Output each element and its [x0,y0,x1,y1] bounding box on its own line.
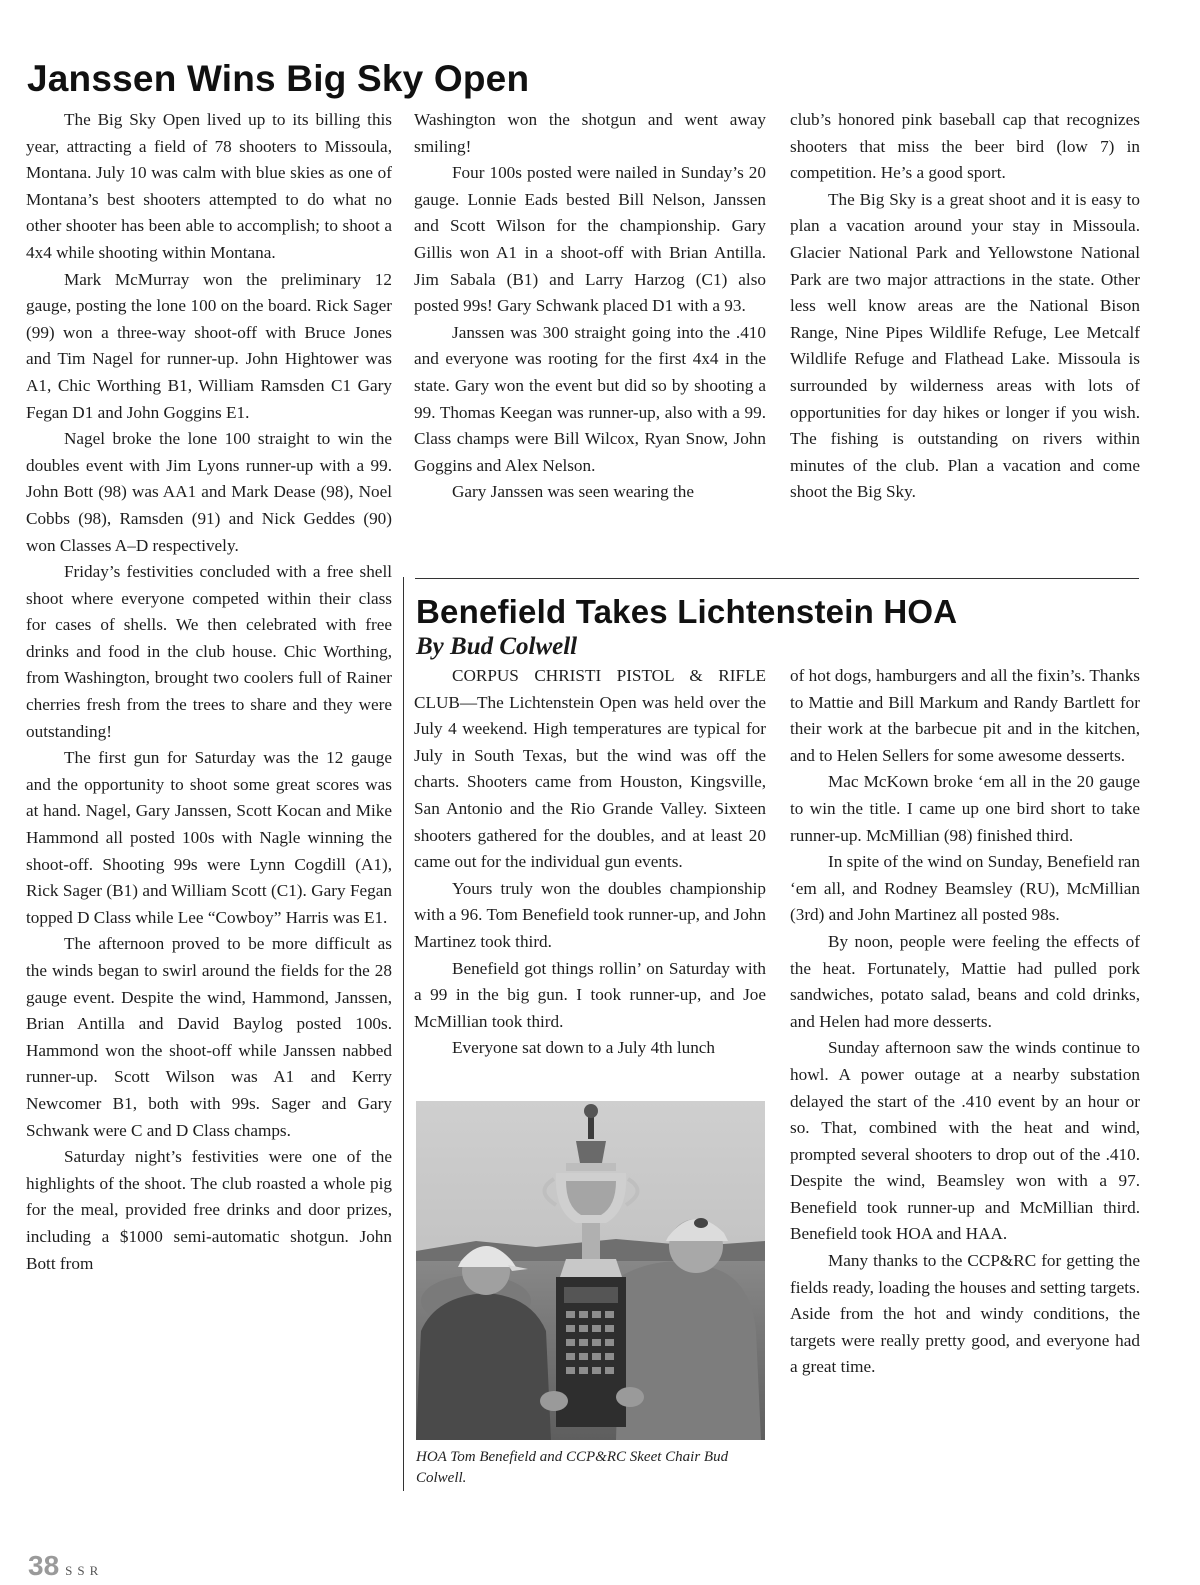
paragraph: Nagel broke the lone 100 straight to win the doubles event with Jim Lyons runner-up with a 99. John Bott (98) was AA1 and Mark Dease (98), Noel Cobbs (98), Ramsden (91) and Nick Geddes (90) won Classes A–D respectively. [26,429,392,555]
paragraph: Friday’s festivities concluded with a free shell shoot where everyone competed within their class for cases of shells. We then celebrated with free drinks and food in the club house. Chic Worthing, from Washington, brought two coolers full of Rainer cherries fresh from the trees to share and they were outstanding! [26,562,392,741]
paragraph: Yours truly won the doubles championship with a 96. Tom Benefield took runner-up, and John Martinez took third. [414,878,766,951]
article-divider [415,578,1139,579]
paragraph: Gary Janssen was seen wearing the [452,482,694,502]
paragraph: The Big Sky Open lived up to its billing this year, attracting a field of 78 shooters to Missoula, Montana. July 10 was calm with blue skies as one of Montana’s best shooters attempted to do what no other shooter has been able to accomplish; to shoot a 4x4 while shooting within Montana. [26,110,392,262]
paragraph: The Big Sky is a great shoot and it is easy to plan a vacation around your stay in Missoula. Glacier National Park and Yellowstone National Park are two major attractions in the state. Other less well know areas are the National Bison Range, Nine Pipes Wildlife Refuge, Lee Metcalf Wildlife Refuge and Flathead Lake. Missoula is surrounded by wilderness areas with lots of opportunities for day hikes or longer if you wish. The fishing is outstanding on rivers within minutes of the club. Plan a vacation and come shoot the Big Sky. [790,189,1140,502]
article-2-column-1 [414,663,766,1062]
paragraph: Saturday night’s festivities were one of the highlights of the shoot. The club roasted a whole pig for the meal, provided free drinks and door prizes, including a $1000 semi-automatic shotgun. John Bott from [26,1147,392,1273]
paragraph-continuation: Washington won the shotgun and went away smiling! [414,110,766,156]
byline: By Bud Colwell [416,633,578,660]
paragraph: Four 100s posted were nailed in Sunday’s 20 gauge. Lonnie Eads bested Bill Nelson, Janssen and Scott Wilson for the championship. Gary Gillis won A1 in a shoot-off with Brian Antilla. Jim Sabala (B1) and Larry Harzog (C1) also posted 99s! Gary Schwank placed D1 with a 93. [414,163,766,316]
paragraph: Everyone sat down to a July 4th lunch [452,1038,716,1058]
paragraph: The first gun for Saturday was the 12 gauge and the opportunity to shoot some great scores was at hand. Nagel, Gary Janssen, Scott Kocan and Mike Hammond all posted 100s with Nagle winning the shoot-off. Shooting 99s were Lynn Cogdill (A1), Rick Sager (B1) and William Scott (C1). Gary Fegan topped D Class while Lee “Cowboy” Harris was E1. [26,748,392,927]
paragraph: Mac McKown broke ‘em all in the 20 gauge to win the title. I came up one bird short to take runner-up. McMillian (98) finished third. [790,772,1140,845]
article-1-column-1 [26,107,392,1277]
column-divider [403,577,404,1491]
paragraph: Benefield got things rollin’ on Saturday with a 99 in the big gun. I took runner-up, and Joe McMillian took third. [414,958,766,1031]
paragraph: Janssen was 300 straight going into the .410 and everyone was rooting for the first 4x4 in the state. Gary won the event but did so by shooting a 99. Thomas Keegan was runner-up, also with a 99. Class champs were Bill Wilcox, Ryan Snow, John Goggins and Alex Nelson. [414,322,766,475]
paragraph-continuation: club’s honored pink baseball cap that recognizes shooters that miss the beer bird (low 7) in competition. He’s a good sport. [790,110,1140,183]
paragraph: Sunday afternoon saw the winds continue to howl. A power outage at a nearby substation delayed the start of the .410 event by an hour or so. That, combined with the heat and wind, prompted several shooters to drop out of the .410. Despite the wind, Beamsley won with a 97. Benefield took runner-up and McMillian third. Benefield took HOA and HAA. [790,1038,1140,1244]
trophy-photo [416,1101,765,1440]
publication-name: SSR [65,1563,104,1578]
article-2-headline: Benefield Takes Lichtenstein HOA [416,593,958,630]
article-1-headline: Janssen Wins Big Sky Open [27,58,530,99]
page-footer [28,1550,103,1582]
article-1-column-3 [790,107,1140,506]
page-number: 38 [28,1550,60,1581]
paragraph-continuation: of hot dogs, hamburgers and all the fixin’s. Thanks to Mattie and Bill Markum and Randy Bartlett for their work at the barbecue pit and in the kitchen, and to Helen Sellers for some awesome desserts. [790,666,1140,765]
paragraph: In spite of the wind on Sunday, Benefield ran ‘em all, and Rodney Beamsley (RU), McMillian (3rd) and John Martinez all posted 98s. [790,852,1140,925]
paragraph: CORPUS CHRISTI PISTOL & RIFLE CLUB—The Lichtenstein Open was held over the July 4 weekend. High temperatures are typical for July in South Texas, but the wind was off the charts. Shooters came from Houston, Kingsville, San Antonio and the Rio Grande Valley. Sixteen shooters gathered for the doubles, and at least 20 came out for the individual gun events. [414,666,766,872]
paragraph: The afternoon proved to be more difficult as the winds began to swirl around the fields for the 28 gauge event. Despite the wind, Hammond, Janssen, Brian Antilla and David Baylog posted 100s. Hammond won the shoot-off while Janssen nabbed runner-up. Scott Wilson was A1 and Kerry Newcomer B1, both with 99s. Sager and Gary Schwank were C and D Class champs. [26,934,392,1140]
article-2-column-2 [790,663,1140,1381]
paragraph: Mark McMurray won the preliminary 12 gauge, posting the lone 100 on the board. Rick Sager (99) won a three-way shoot-off with Bruce Jones and Tim Nagel for runner-up. John Hightower was A1, Chic Worthing B1, William Ramsden C1 Gary Fegan D1 and John Goggins E1. [26,269,392,422]
paragraph: Many thanks to the CCP&RC for getting the fields ready, loading the houses and setting targets. Aside from the hot and windy conditions, the targets were really pretty good, and everyone had a great time. [790,1251,1140,1377]
paragraph: By noon, people were feeling the effects of the heat. Fortunately, Mattie had pulled pork sandwiches, potato salad, beans and cold drinks, and Helen had more desserts. [790,931,1140,1031]
photo-caption: HOA Tom Benefield and CCP&RC Skeet Chair Bud Colwell. [416,1449,729,1486]
article-1-column-2 [414,107,766,506]
